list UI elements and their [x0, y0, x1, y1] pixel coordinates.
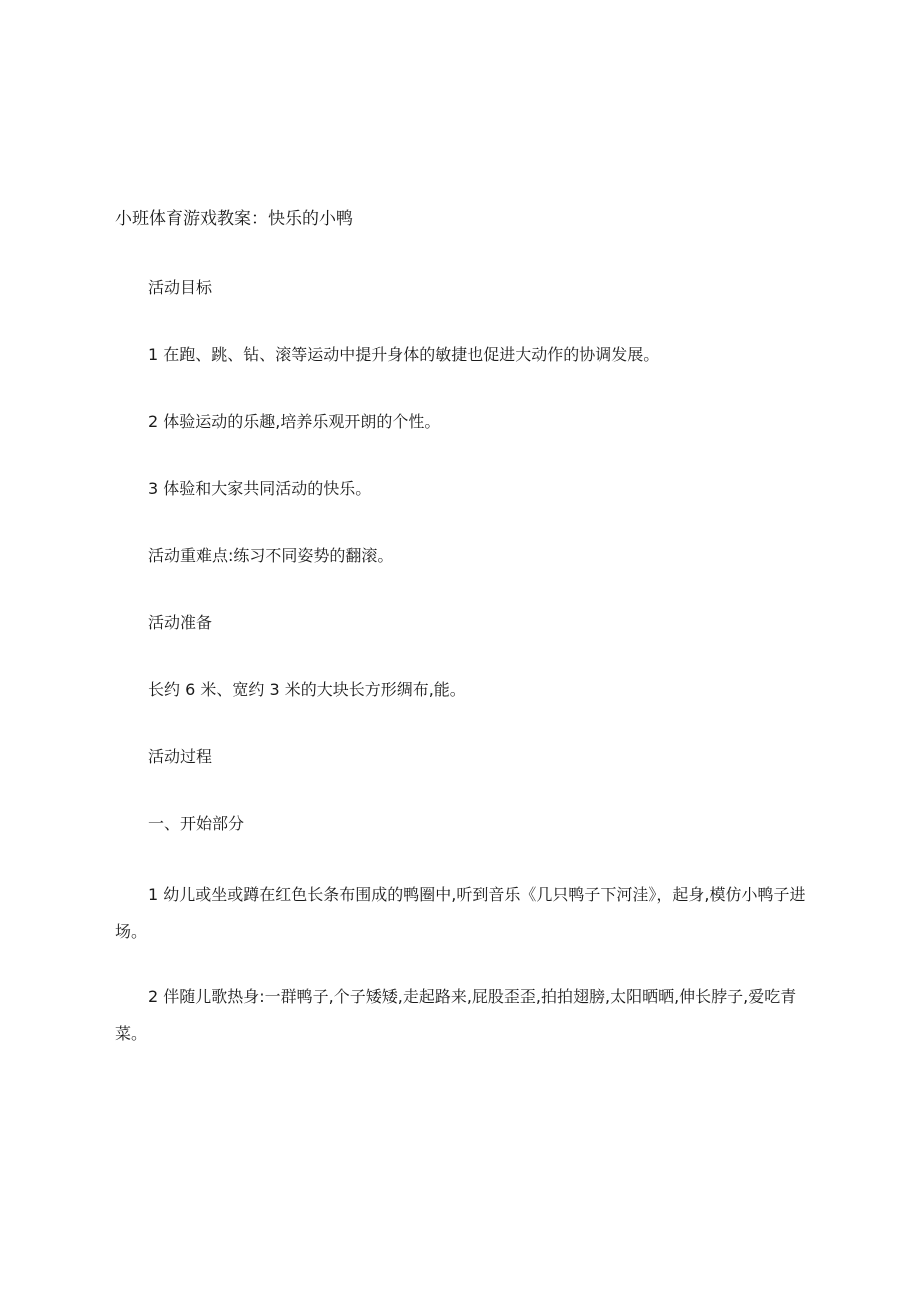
- section-heading-goals: 活动目标: [148, 278, 213, 297]
- process-step-2: 2 伴随儿歌热身:一群鸭子,个子矮矮,走起路来,屁股歪歪,拍拍翅膀,太阳晒晒,伸长脖子,爱吃青菜。: [115, 987, 797, 1043]
- section-heading-prep: 活动准备: [148, 613, 213, 632]
- part-one-heading: 一、开始部分: [148, 814, 245, 833]
- section-heading-process: 活动过程: [148, 747, 213, 766]
- goal-item-2: 2 体验运动的乐趣,培养乐观开朗的个性。: [148, 412, 441, 431]
- document-title: 小班体育游戏教案：快乐的小鸭: [115, 209, 353, 229]
- goal-item-1: 1 在跑、跳、钻、滚等运动中提升身体的敏捷也促进大动作的协调发展。: [148, 345, 660, 364]
- process-step-1: 1 幼儿或坐或蹲在红色长条布围成的鸭圈中,听到音乐《几只鸭子下河洼》，起身,模仿小鸭子进场。: [115, 885, 806, 941]
- key-points-text: 活动重难点:练习不同姿势的翻滚。: [148, 546, 394, 565]
- goal-item-3: 3 体验和大家共同活动的快乐。: [148, 479, 372, 498]
- prep-text: 长约 6 米、宽约 3 米的大块长方形绸布,能。: [148, 680, 466, 699]
